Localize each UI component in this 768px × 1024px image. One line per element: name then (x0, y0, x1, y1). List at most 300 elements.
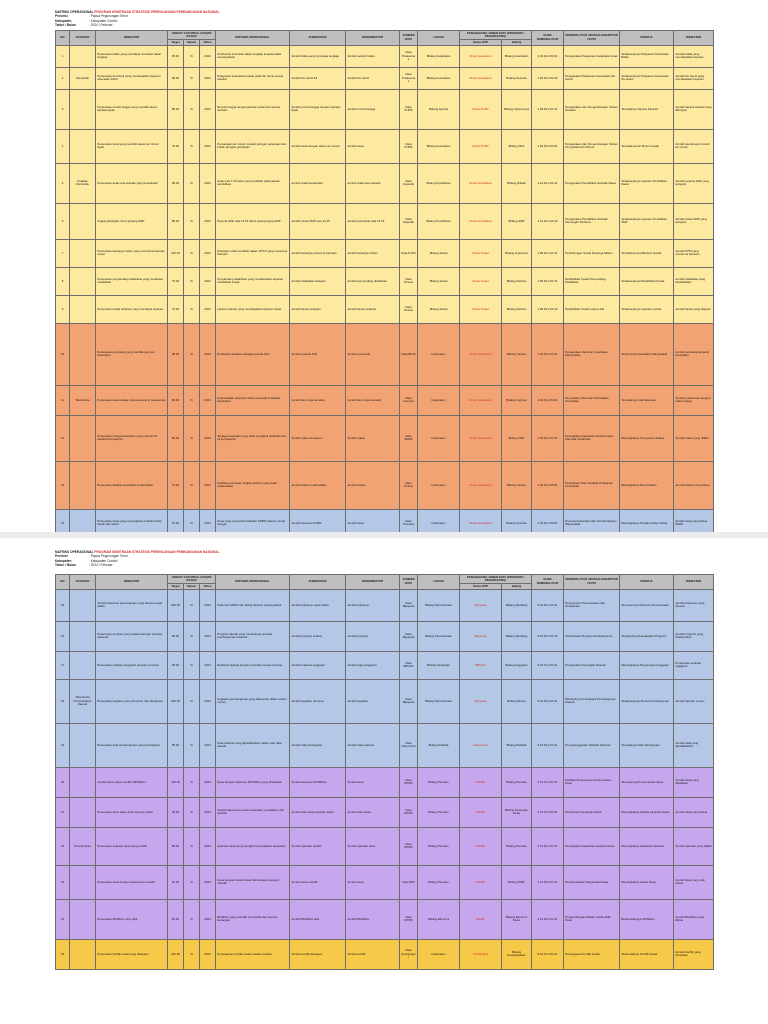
cell-t: 100.00 (168, 589, 184, 621)
cell-ind2: Persentase serapan anggaran (674, 651, 714, 679)
cell-y: 2024 (200, 461, 216, 509)
table-row (56, 939, 714, 969)
cell-no: 4 (56, 129, 70, 163)
cell-num: Jumlah lansia terlayani (290, 295, 346, 323)
cell-sasaran: Tata Kelola (70, 385, 96, 415)
cell-t: 95.00 (168, 323, 184, 385)
cell-t: 100.00 (168, 767, 184, 797)
cell-sasaran (70, 461, 96, 509)
cell-bid: Bidang Renbang (502, 589, 532, 621)
cell-nom: Peningkatan Kapasitas Sumber Daya Manusia Kesehatan (564, 415, 620, 461)
cell-kode: 5.01.03.2.01.01 (532, 679, 564, 723)
cell-opd: Dinas Kesehatan (460, 385, 502, 415)
cell-bid: Bidang Rehsos (502, 295, 532, 323)
cell-bid: Bidang Keuangan Desa (502, 797, 532, 827)
cell-opd: Dinas Sosial (460, 267, 502, 295)
cell-no: 16 (56, 621, 70, 651)
cell-den: Jumlah penyandang disabilitas (346, 267, 400, 295)
cell-ind: Jumlah desa yang memiliki RPJMDes (96, 767, 168, 797)
cell-kin: Meningkatnya Status Desa (620, 865, 674, 899)
cell-t: 90.00 (168, 67, 184, 89)
meta-kabupaten: Kabupaten : Kabupaten Contoh (55, 558, 118, 563)
cell-src: Data Dinsos (400, 267, 418, 295)
cell-no: 17 (56, 651, 70, 679)
col-no: NO (56, 31, 70, 46)
cell-bid: Bidang Statistik (502, 723, 532, 767)
table-row (56, 899, 714, 939)
cell-den: Jumlah desa (346, 865, 400, 899)
cell-ind: Jumlah dokumen perencanaan yang disusun tepat waktu (96, 589, 168, 621)
table-row (56, 163, 714, 203)
cell-src: Data DPMK (400, 797, 418, 827)
cell-den: Jumlah lansia terlantar (346, 295, 400, 323)
table-row (56, 415, 714, 461)
cell-t: 95.00 (168, 163, 184, 203)
cell-t: 70.00 (168, 267, 184, 295)
cell-lok: Bidang Pendidikan (418, 203, 460, 239)
cell-ind: Persentase penduduk yang memiliki jaminan kesehatan (96, 323, 168, 385)
cell-s: % (184, 621, 200, 651)
cell-sasaran (70, 899, 96, 939)
cell-kr: Penyandang disabilitas yang mendapatkan layanan rehabilitasi sosial (216, 267, 290, 295)
cell-t: 100.00 (168, 679, 184, 723)
cell-num: Jumlah peserta JKN (290, 323, 346, 385)
cell-kode: 1.02.02.2.05.01 (532, 461, 564, 509)
cell-sasaran (70, 651, 96, 679)
cell-t: 90.00 (168, 621, 184, 651)
cell-s: % (184, 679, 200, 723)
cell-lok: Bidang Sosial (418, 267, 460, 295)
cell-src: Data Bappeda (400, 679, 418, 723)
cell-kin: Meningkatnya Alokasi Layanan Dasar (620, 797, 674, 827)
cell-no: 2 (56, 67, 70, 89)
table-row (56, 767, 714, 797)
cell-t: 75.00 (168, 129, 184, 163)
table-row (56, 797, 714, 827)
cell-num: Jumlah faskes terakreditasi (290, 461, 346, 509)
cell-kode: 1.02.03.2.01.01 (532, 415, 564, 461)
cell-num: Jumlah rumah tangga dengan sanitasi layak (290, 89, 346, 129)
cell-ind: Persentase keluarga miskin yang menerima bantuan sosial (96, 239, 168, 267)
cell-y: 2024 (200, 385, 216, 415)
cell-no: 9 (56, 295, 70, 323)
cell-s: % (184, 239, 200, 267)
cell-nom: Sinkronisasi Program Pembangunan (564, 621, 620, 651)
cell-s: % (184, 827, 200, 865)
cell-sasaran (70, 589, 96, 621)
cell-kode: 1.01.02.2.01.02 (532, 203, 564, 239)
title-program: PROGRAM KEMITRAAN STRATEGIS PERENCANAAN PEMBANGUNAN NASIONAL (94, 10, 220, 14)
cell-kr: Penanganan konflik sosial melalui mediasi (216, 939, 290, 969)
cell-y: 2024 (200, 509, 216, 537)
table-row (56, 679, 714, 723)
cell-kode: 1.06.04.2.01.01 (532, 239, 564, 267)
cell-den: Jumlah desa (346, 509, 400, 537)
cell-ind: Persentase desa dengan status desa mandiri (96, 865, 168, 899)
cell-num: Jumlah konflik ditangani (290, 939, 346, 969)
cell-bid: Bidang Yankes (502, 461, 532, 509)
cell-kode: 1.03.03.2.01.01 (532, 89, 564, 129)
cell-t: 70.00 (168, 509, 184, 537)
cell-kode: 1.06.03.2.01.02 (532, 295, 564, 323)
cell-nom: Pengelolaan dan Pengembangan Sistem Penyediaan Air Minum (564, 129, 620, 163)
cell-y: 2024 (200, 203, 216, 239)
cell-nom: Fasilitasi Penyusunan Perencanaan Desa (564, 767, 620, 797)
cell-opd: DPMK (460, 899, 502, 939)
table-row (56, 827, 714, 865)
cell-bid: Bidang Rehsos (502, 267, 532, 295)
cell-kr: Program daerah yang mendukung prioritas pembangunan nasional (216, 621, 290, 651)
cell-src: Data BPKAD (400, 651, 418, 679)
cell-opd: Dinas Kesehatan (460, 461, 502, 509)
cell-bid: Bidang Farmasi (502, 385, 532, 415)
cell-bid: Bidang Ekonomi Desa (502, 899, 532, 939)
cell-lok: Bidang Pemdes (418, 797, 460, 827)
cell-den: Jumlah ibu hamil (346, 67, 400, 89)
cell-sasaran: Kualitas Penduduk (70, 163, 96, 203)
cell-kin: Tersusunnya Perencanaan Desa (620, 767, 674, 797)
cell-kin: Berkembangnya BUMDes (620, 899, 674, 939)
cell-lok: Bidang Perencanaan (418, 679, 460, 723)
cell-opd: DPMK (460, 767, 502, 797)
cell-ind: Persentase desa yang menerapkan perilaku hidup bersih dan sehat (96, 509, 168, 537)
cell-sasaran (70, 797, 96, 827)
cell-nom: Penyusunan Perencanaan dan Pendanaan (564, 589, 620, 621)
cell-lok: Bidang Pendidikan (418, 163, 460, 203)
cell-kin: Terlaksananya Layanan Pendidikan SMP (620, 203, 674, 239)
cell-num: Jumlah siswa SMP usia 13-15 (290, 203, 346, 239)
cell-num: Jumlah BUMDes aktif (290, 899, 346, 939)
cell-kr: Desa yang memenuhi indikator PHBS tatanan rumah tangga (216, 509, 290, 537)
cell-opd: Dinas Sosial (460, 239, 502, 267)
cell-s: % (184, 323, 200, 385)
cell-s: % (184, 295, 200, 323)
cell-ind2: Jumlah balita yang mendapatkan layanan (674, 45, 714, 67)
cell-src: Data DPMK (400, 899, 418, 939)
cell-y: 2024 (200, 323, 216, 385)
cell-kr: Lansia terlantar yang mendapatkan layanan dasar (216, 295, 290, 323)
cell-den: Jumlah item obat esensial (346, 385, 400, 415)
cell-lok: Kabupaten (418, 461, 460, 509)
cell-ind2: Jumlah penduduk terjamin kesehatan (674, 323, 714, 385)
cell-kin: Meningkatnya Kapasitas Aparatur (620, 827, 674, 865)
cell-y: 2024 (200, 865, 216, 899)
cell-kr: Peserta didik usia 13-15 tahun pada jenjang SMP (216, 203, 290, 239)
cell-s: % (184, 589, 200, 621)
cell-src: Data DPMK (400, 767, 418, 797)
cell-nom: Pengelolaan Pelayanan Kesehatan Ibu Hamil (564, 67, 620, 89)
cell-den: Jumlah anak usia sekolah (346, 163, 400, 203)
cell-kr: Tenaga kesehatan yang telah mengikuti pelatihan dan uji kompetensi (216, 415, 290, 461)
cell-nom: Peningkatan Kapasitas Aparatur Desa (564, 827, 620, 865)
title-prefix: MATRIKS OPERASIONAL (55, 10, 94, 14)
col-sasaran: SASARAN (70, 31, 96, 46)
table-row (56, 67, 714, 89)
cell-no: 24 (56, 899, 70, 939)
cell-ind2: Jumlah disabilitas yang direhabilitasi (674, 267, 714, 295)
table-row (56, 129, 714, 163)
cell-ind: Persentase tenaga kesehatan yang memenuhi standar kompetensi (96, 415, 168, 461)
cell-s: % (184, 67, 200, 89)
cell-s: % (184, 939, 200, 969)
cell-opd: Dinas Kesehatan (460, 323, 502, 385)
cell-den: Jumlah konflik (346, 939, 400, 969)
cell-lok: Kabupaten (418, 509, 460, 537)
cell-opd: DPMK (460, 797, 502, 827)
cell-t: 90.00 (168, 385, 184, 415)
cell-ind2: Jumlah sambungan rumah air minum (674, 129, 714, 163)
cell-ind: Persentase ketersediaan obat esensial di puskesmas (96, 385, 168, 415)
cell-ind2: Jumlah desa yang dibina PHBS (674, 509, 714, 537)
cell-ind: Persentase ibu hamil yang mendapatkan layanan antenatal (ANC) (96, 67, 168, 89)
cell-kr: Aparatur desa yang mengikuti peningkatan kapasitas (216, 827, 290, 865)
cell-no: 8 (56, 267, 70, 295)
document-header (55, 10, 220, 27)
cell-no: 23 (56, 865, 70, 899)
cell-y: 2024 (200, 899, 216, 939)
cell-src: Data Dinkes (400, 461, 418, 509)
cell-sasaran (70, 239, 96, 267)
cell-s: % (184, 899, 200, 939)
cell-den: Jumlah dokumen (346, 589, 400, 621)
cell-ind2: Jumlah desa yang dibina (674, 797, 714, 827)
col-numerator: NUMERATOR (290, 31, 346, 46)
cell-lok: Kabupaten (418, 415, 460, 461)
table-row (56, 203, 714, 239)
cell-y: 2024 (200, 797, 216, 827)
cell-t: 80.00 (168, 89, 184, 129)
cell-t: 95.00 (168, 45, 184, 67)
cell-t: 100.00 (168, 239, 184, 267)
cell-kr: Dokumen RKPD dan Renja disusun sesuai jadwal (216, 589, 290, 621)
cell-s: % (184, 723, 200, 767)
cell-den: Jumlah aparatur desa (346, 827, 400, 865)
cell-t: 75.00 (168, 461, 184, 509)
table-row (56, 589, 714, 621)
cell-lok: Bidang Sosial (418, 239, 460, 267)
cell-ind: Persentase data pembangunan yang terintegrasi (96, 723, 168, 767)
cell-lok: Bidang Pemdes (418, 767, 460, 797)
cell-nom: Pembinaan Mutu Fasilitas Pelayanan Kesehatan (564, 461, 620, 509)
cell-num: Jumlah dokumen tepat waktu (290, 589, 346, 621)
cell-sasaran (70, 939, 96, 969)
cell-lok: Bidang Keuangan (418, 651, 460, 679)
cell-src: Data Promkes (400, 509, 418, 537)
cell-y: 2024 (200, 267, 216, 295)
cell-s: % (184, 129, 200, 163)
cell-bid: Bidang Kesmas (502, 67, 532, 89)
cell-ind2: Jumlah sarana sanitasi yang dibangun (674, 89, 714, 129)
cell-num: Jumlah aparatur terlatih (290, 827, 346, 865)
cell-num: Jumlah program selaras (290, 621, 346, 651)
cell-s: % (184, 797, 200, 827)
document-header (55, 550, 220, 567)
cell-y: 2024 (200, 679, 216, 723)
cell-den: Jumlah kegiatan (346, 679, 400, 723)
cell-src: Data PUPR (400, 89, 418, 129)
cell-kode: 8.01.01.2.01.01 (532, 939, 564, 969)
cell-bid: Bidang Pemdes (502, 767, 532, 797)
cell-ind2: Jumlah peserta didik yang terlayani (674, 163, 714, 203)
table-row (56, 239, 714, 267)
cell-den: Jumlah rumah tangga (346, 89, 400, 129)
cell-y: 2024 (200, 621, 216, 651)
cell-num: Jumlah desa dengan akses air minum (290, 129, 346, 163)
cell-no: 14 (56, 509, 70, 537)
cell-kode: 1.06.03.2.01.01 (532, 267, 564, 295)
cell-opd: DPMK (460, 827, 502, 865)
cell-y: 2024 (200, 163, 216, 203)
cell-kr: Rumah tangga dengan jamban sehat dan sarana sanitasi (216, 89, 290, 129)
cell-lok: Bidang Sosial (418, 295, 460, 323)
cell-nom: Promosi Kesehatan dan Pemberdayaan Masyarakat (564, 509, 620, 537)
cell-num: Jumlah keluarga penerima bantuan (290, 239, 346, 267)
cell-src: Data Dapodik (400, 203, 418, 239)
cell-kode: 1.01.02.2.01.01 (532, 163, 564, 203)
cell-kode: 1.02.02.2.03.01 (532, 323, 564, 385)
cell-nom: Pengelolaan Pendidikan Sekolah Dasar (564, 163, 620, 203)
cell-kode: 5.01.02.2.01.01 (532, 589, 564, 621)
cell-sasaran (70, 45, 96, 67)
cell-num: Jumlah desa mandiri (290, 865, 346, 899)
cell-opd: Bappeda (460, 589, 502, 621)
cell-no: 13 (56, 461, 70, 509)
cell-kin: Meningkatnya Penyerapan Anggaran (620, 651, 674, 679)
cell-no: 11 (56, 385, 70, 415)
cell-src: Data IDM (400, 865, 418, 899)
cell-lok: Bidang Perencanaan (418, 621, 460, 651)
cell-opd: Diskominfo (460, 723, 502, 767)
cell-kr: Data sektoral yang dipublikasikan dalam satu data daerah (216, 723, 290, 767)
cell-no: 1 (56, 45, 70, 67)
cell-no: 7 (56, 239, 70, 267)
cell-opd: Dinas Kesehatan (460, 45, 502, 67)
cell-bid: Bidang Pemdes (502, 827, 532, 865)
cell-den: Jumlah BUMDes (346, 899, 400, 939)
cell-y: 2024 (200, 239, 216, 267)
col-kode: KODE NOMENKLATUR (532, 31, 564, 46)
cell-kin: Terlaksananya Pelayanan Kesehatan Balita (620, 45, 674, 67)
cell-s: % (184, 865, 200, 899)
cell-kin: Meningkatnya Kompetensi Nakes (620, 415, 674, 461)
cell-kode: 2.13.01.2.02.01 (532, 797, 564, 827)
table-row (56, 45, 714, 67)
cell-ind2: Jumlah BUMDes yang dibina (674, 899, 714, 939)
cell-y: 2024 (200, 89, 216, 129)
cell-s: % (184, 767, 200, 797)
cell-ind: Persentase realisasi anggaran program prioritas (96, 651, 168, 679)
cell-lok: Bidang Kesehatan (418, 129, 460, 163)
cell-s: % (184, 415, 200, 461)
col-nama-opd: Nama OPD (460, 40, 502, 46)
cell-sasaran: Penduduk (70, 67, 96, 89)
cell-ind2: Jumlah siswa SMP yang terlayani (674, 203, 714, 239)
cell-sasaran (70, 323, 96, 385)
cell-kode: 1.02.02.2.04.01 (532, 385, 564, 415)
cell-src: Data Dinsos (400, 295, 418, 323)
cell-kr: Fasilitas kesehatan tingkat pertama yang telah terakreditasi (216, 461, 290, 509)
cell-ind2: Jumlah ibu hamil yang mendapatkan layanan (674, 67, 714, 89)
cell-opd: Bappeda (460, 679, 502, 723)
cell-den: Jumlah faskes (346, 461, 400, 509)
cell-sasaran (70, 203, 96, 239)
cell-sasaran (70, 267, 96, 295)
table-row (56, 621, 714, 651)
cell-kr: Desa dengan dokumen RPJMDes yang ditetapkan (216, 767, 290, 797)
cell-nom: Pengelolaan Jaminan Kesehatan Masyarakat (564, 323, 620, 385)
cell-s: % (184, 45, 200, 67)
cell-bid: Bidang Monev (502, 679, 532, 723)
cell-lok: Bidang Pemdes (418, 865, 460, 899)
table-row (56, 385, 714, 415)
cell-kode: 5.01.02.2.01.02 (532, 621, 564, 651)
col-target-satuan: Satuan (184, 40, 200, 46)
col-lokasi: LOKASI (418, 31, 460, 46)
cell-bid: Bidang Kesehatan (502, 45, 532, 67)
table-row (56, 295, 714, 323)
cell-y: 2024 (200, 295, 216, 323)
cell-lok: Kabupaten (418, 385, 460, 415)
cell-ind: Persentase kegiatan yang dimonitor dan dievaluasi (96, 679, 168, 723)
cell-nom: Penanganan Konflik Sosial (564, 939, 620, 969)
cell-opd: BPKAD (460, 651, 502, 679)
cell-ind2: Jumlah desa yang difasilitasi (674, 767, 714, 797)
cell-kr: Desa dengan Indeks Desa Membangun kategori mandiri (216, 865, 290, 899)
cell-s: % (184, 267, 200, 295)
cell-y: 2024 (200, 767, 216, 797)
cell-src: Data Puskesmas (400, 67, 418, 89)
cell-no: 21 (56, 797, 70, 827)
table-header: NO SASARAN INDIKATOR TARGET CAKUPAN LAYANAN DASAR KRITERIA OPERASIONAL NUMERATOR DENOMINATOR SUMBER DATA LOKASI PENANGGUNG JAWAB DATA (PROGRAM / PENANGGUNG) KODE NOMENKLATUR NOMENKLATUR URUSAN KABUPATEN / KOTA KINERJA INDIKATOR Target Satuan Tahun Nama OPD Bidang (56, 575, 714, 590)
cell-ind: Persentase balita yang mendapat imunisasi dasar lengkap (96, 45, 168, 67)
cell-ind2: Jumlah data yang dipublikasikan (674, 723, 714, 767)
cell-ind2: Jumlah aparatur yang dilatih (674, 827, 714, 865)
col-bidang: Bidang (502, 40, 532, 46)
cell-s: % (184, 509, 200, 537)
cell-ind: Persentase fasilitas kesehatan terakreditasi (96, 461, 168, 509)
cell-ind2: Jumlah faskes yang dibina (674, 461, 714, 509)
cell-num: Jumlah item obat tersedia (290, 385, 346, 415)
cell-src: Data Dapodik (400, 163, 418, 203)
table-row (56, 723, 714, 767)
meta-provinsi: Provinsi : Papua Pegunungan Timur (55, 554, 128, 559)
cell-kode: 5.02.01.2.01.01 (532, 651, 564, 679)
cell-no: 15 (56, 589, 70, 621)
document-page-2 (0, 540, 768, 1024)
cell-src: Data PUPR (400, 129, 418, 163)
cell-ind: Persentase dana desa untuk layanan dasar (96, 797, 168, 827)
col-target-target: Target (168, 40, 184, 46)
cell-kr: Kegiatan pembangunan yang dilaporkan dalam sistem monev (216, 679, 290, 723)
cell-s: % (184, 163, 200, 203)
cell-kin: Tersusunnya Dokumen Perencanaan (620, 589, 674, 621)
cell-kr: Alokasi dana desa untuk kesehatan, pendidikan dan sanitasi (216, 797, 290, 827)
cell-nom: Penyediaan Obat dan Perbekalan Kesehatan (564, 385, 620, 415)
cell-src: Data Bappeda (400, 621, 418, 651)
cell-t: 80.00 (168, 827, 184, 865)
cell-y: 2024 (200, 129, 216, 163)
cell-y: 2024 (200, 651, 216, 679)
cell-kin: Tersalurkannya Bantuan Sosial (620, 239, 674, 267)
cell-t: 30.00 (168, 797, 184, 827)
cell-t: 20.00 (168, 865, 184, 899)
cell-kin: Terlaksananya Layanan Lansia (620, 295, 674, 323)
cell-ind: Persentase rumah tangga yang memiliki akses sanitasi layak (96, 89, 168, 129)
cell-ind: Persentase BUMDes yang aktif (96, 899, 168, 939)
cell-s: % (184, 461, 200, 509)
cell-y: 2024 (200, 827, 216, 865)
cell-opd: Dinas Kesehatan (460, 509, 502, 537)
